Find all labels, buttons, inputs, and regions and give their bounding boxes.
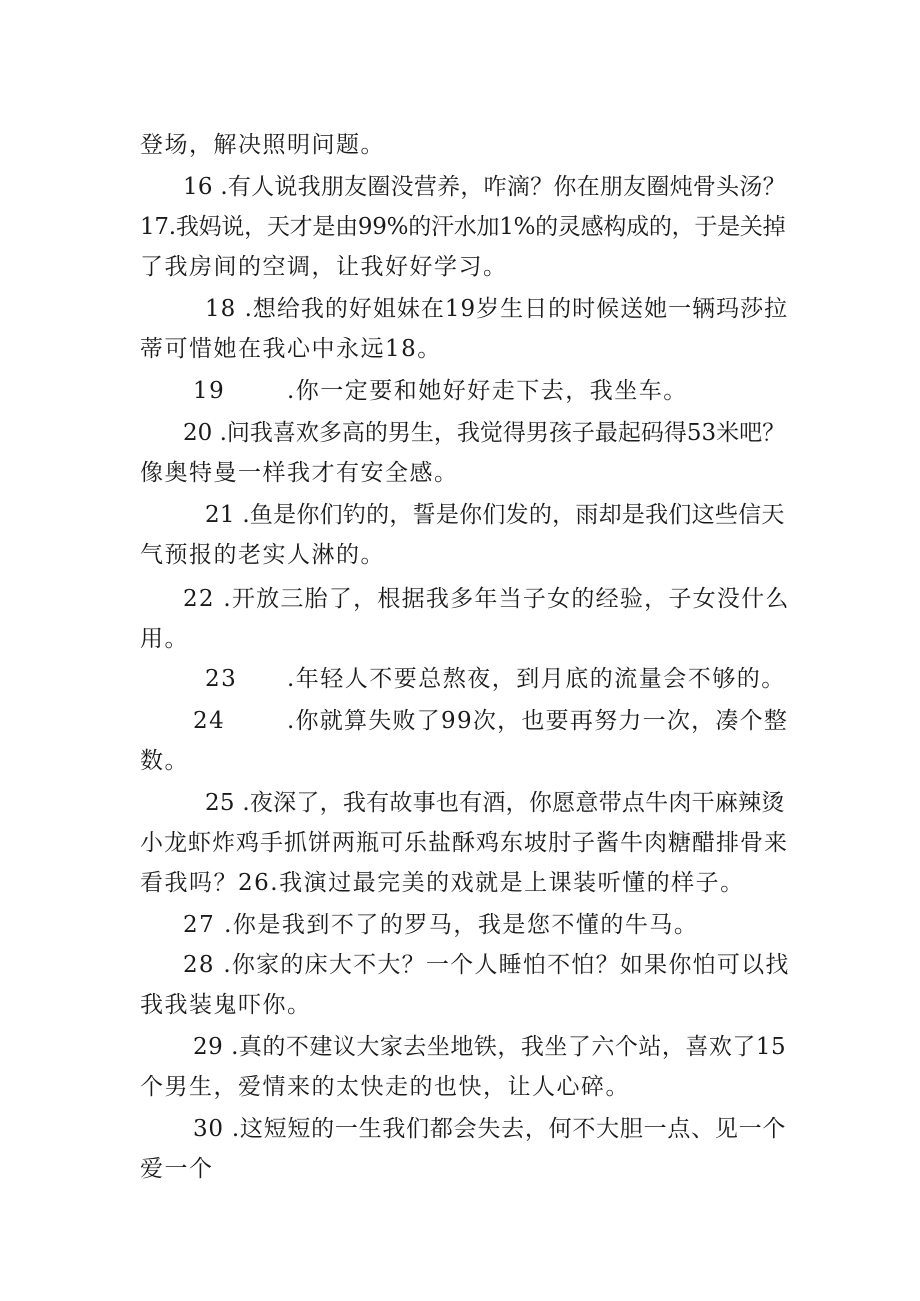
text-line: 16 .有人说我朋友圈没营养，咋滴？你在朋友圈炖骨头汤？ bbox=[183, 174, 786, 200]
text-line: .你就算失败了99次，也要再努力一次，凑个整 bbox=[287, 708, 789, 734]
text-line: 17.我妈说，天才是由99%的汗水加1%的灵感构成的，于是关掉 bbox=[140, 214, 786, 240]
text-line: 23 bbox=[205, 666, 238, 692]
text-line: 28 .你家的床大不大？一个人睡怕不怕？如果你怕可以找 bbox=[183, 952, 790, 978]
text-line: 20 .问我喜欢多高的男生，我觉得男孩子最起码得53米吧？ bbox=[183, 420, 786, 446]
text-line: 个男生，爱情来的太快走的也快，让人心碎。 bbox=[140, 1074, 630, 1100]
text-line: 蒂可惜她在我心中永远18。 bbox=[140, 336, 442, 362]
text-line: 像奥特曼一样我才有安全感。 bbox=[140, 460, 459, 486]
text-line: 我我装鬼吓你。 bbox=[140, 992, 312, 1018]
text-line: 看我吗？26.我演过最完美的戏就是上课装听懂的样子。 bbox=[140, 870, 745, 896]
text-line: 爱一个 bbox=[140, 1156, 214, 1182]
text-line: 了我房间的空调，让我好好学习。 bbox=[140, 254, 508, 280]
text-line: 登场，解决照明问题。 bbox=[140, 132, 385, 158]
text-line: 气预报的老实人淋的。 bbox=[140, 542, 385, 568]
text-line: 小龙虾炸鸡手抓饼两瓶可乐盐酥鸡东坡肘子酱牛肉糖醋排骨来 bbox=[140, 830, 788, 856]
text-line: 22 .开放三胎了，根据我多年当子女的经验，子女没什么 bbox=[183, 586, 790, 612]
text-line: 30 .这短短的一生我们都会失去，何不大胆一点、见一个 bbox=[193, 1116, 787, 1142]
text-line: 18 .想给我的好姐妹在19岁生日的时候送她一辆玛莎拉 bbox=[205, 296, 789, 322]
text-line: 24 bbox=[193, 708, 226, 734]
text-line: 25 .夜深了，我有故事也有酒，你愿意带点牛肉干麻辣烫 bbox=[205, 790, 785, 816]
text-line: 21 .鱼是你们钓的，誓是你们发的，雨却是我们这些信天 bbox=[205, 502, 785, 528]
text-line: 数。 bbox=[140, 748, 189, 774]
text-line: .你一定要和她好好走下去，我坐车。 bbox=[287, 378, 688, 404]
text-line: .年轻人不要总熬夜，到月底的流量会不够的。 bbox=[287, 666, 786, 692]
text-line: 用。 bbox=[140, 626, 189, 652]
text-line: 27 .你是我到不了的罗马，我是您不懂的牛马。 bbox=[183, 912, 699, 938]
text-line: 29 .真的不建议大家去坐地铁，我坐了六个站，喜欢了15 bbox=[193, 1034, 787, 1060]
text-line: 19 bbox=[193, 378, 226, 404]
